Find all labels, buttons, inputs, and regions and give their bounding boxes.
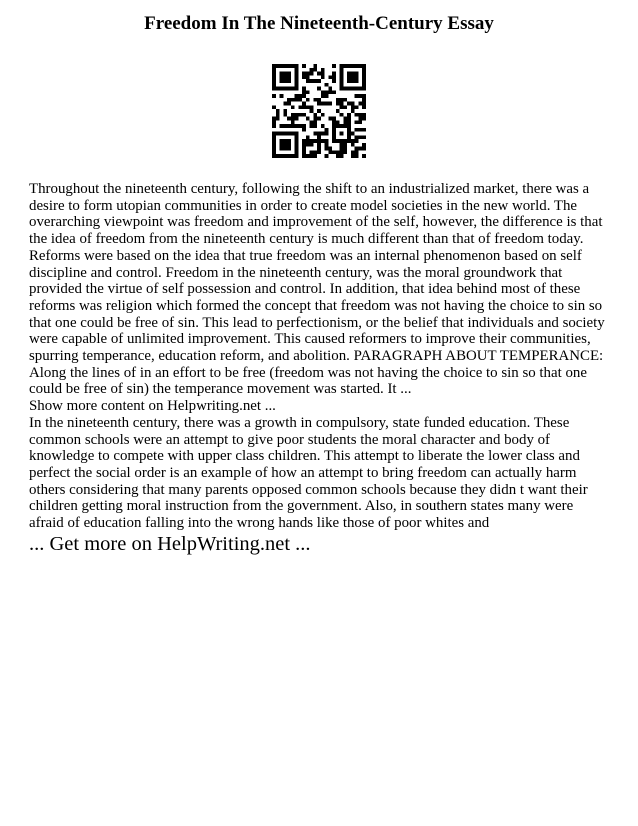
essay-body <box>29 181 609 532</box>
essay-paragraph-1: Throughout the nineteenth century, following the shift to an industrialized market, there was a desire to form utopian communities in order to create model societies in the new world. The overarching viewpoint was freedom and improvement of the self, however, the difference is that the idea of freedom from the nineteenth century is much different than that of freedom today. Reforms were based on the idea that true freedom was an internal phenomenon based on self discipline and control. Freedom in the nineteenth century, was the moral groundwork that provided the virtue of self possession and control. In addition, that idea behind most of these reforms was religion which formed the concept that freedom was not having the choice to sin so that one could be free of sin. This lead to perfectionism, or the belief that individuals and society were capable of unlimited improvement. This caused reformers to improve their communities, spurring temperance, education reform, and abolition. PARAGRAPH ABOUT TEMPERANCE: Along the lines of in an effort to be free (freedom was not having the choice to sin so that one could be free of sin) the temperance movement was started. It ... <box>29 181 605 398</box>
qr-code-icon <box>272 64 366 158</box>
show-more-link[interactable]: Show more content on Helpwriting.net ... <box>29 398 276 415</box>
document-title: Freedom In The Nineteenth-Century Essay <box>144 13 494 34</box>
get-more-link[interactable]: ... Get more on HelpWriting.net ... <box>29 533 311 555</box>
essay-paragraph-2: In the nineteenth century, there was a growth in compulsory, state funded education. These common schools were an attempt to give poor students the moral character and body of knowledge to compete with upper class children. This attempt to liberate the lower class and perfect the social order is an example of how an attempt to bring freedom can actually harm others considering that many parents opposed common schools because they didn t want their children getting moral instruction from the government. Also, in southern states many were afraid of education falling into the wrong hands like those of poor whites and <box>29 414 588 532</box>
